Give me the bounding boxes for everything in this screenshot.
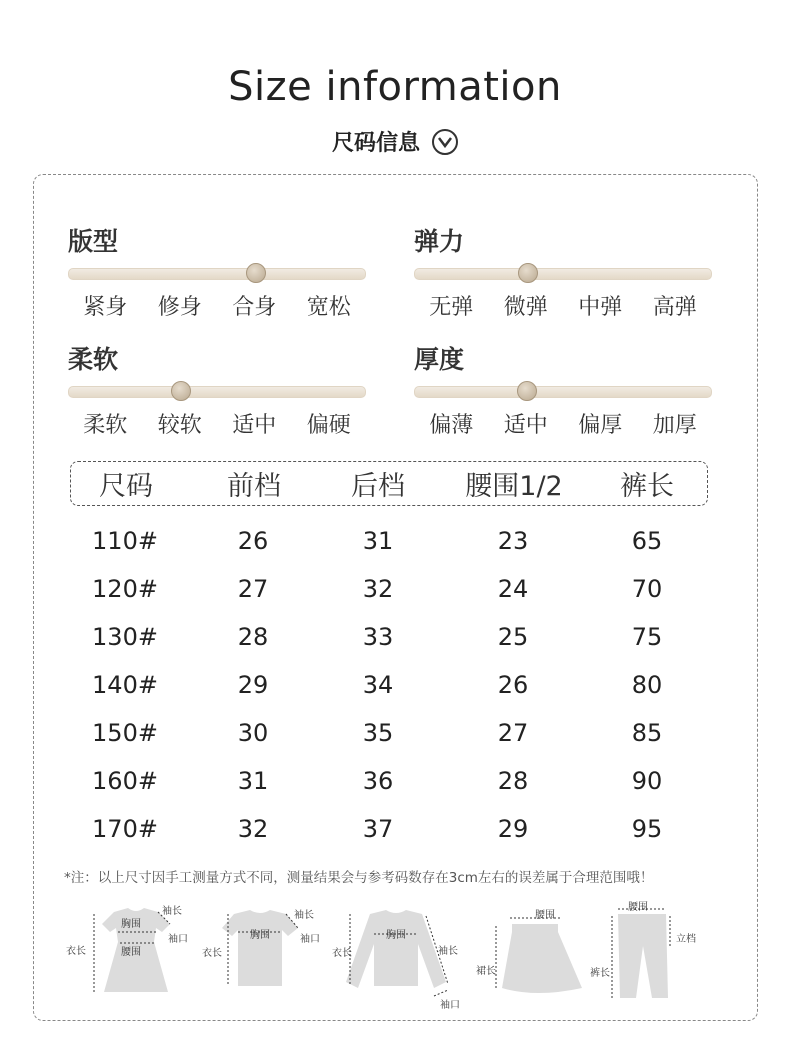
- attr-fit-option: 紧身: [83, 295, 128, 320]
- skirt-diagram: [474, 904, 590, 999]
- tshirt-length-label: 衣长: [202, 948, 222, 959]
- dress-length-label: 衣长: [66, 946, 86, 957]
- skirt-length-label: 裙长: [476, 966, 496, 977]
- table-row: [0, 575, 790, 623]
- row-back-rise-cell: 35: [362, 719, 394, 747]
- longsleeve-sleeve-label: 袖长: [438, 946, 458, 957]
- tshirt-diagram: [202, 902, 332, 992]
- table-row: [0, 719, 790, 767]
- longsleeve-length-label: 衣长: [332, 948, 352, 959]
- pants-rise-label: 立档: [676, 934, 696, 945]
- row-size-cell: 150#: [92, 719, 158, 747]
- attr-softness-option: 偏硬: [306, 413, 351, 438]
- skirt-waist-label: 腰围: [535, 910, 555, 921]
- attr-thickness-track: [414, 386, 712, 398]
- size-table-header: [70, 461, 708, 506]
- row-back-rise-cell: 33: [362, 623, 394, 651]
- header-size: 尺码: [99, 471, 153, 502]
- attr-elasticity: [414, 222, 712, 321]
- attr-softness-knob: [171, 381, 191, 401]
- row-back-rise-cell: 34: [362, 671, 394, 699]
- table-row: [0, 671, 790, 719]
- row-half-waist-cell: 24: [497, 575, 529, 603]
- attr-softness-option: 适中: [232, 413, 277, 438]
- attr-elasticity-option: 高弹: [652, 295, 697, 320]
- attr-softness-name: 柔软: [68, 345, 119, 374]
- row-size-cell: 130#: [92, 623, 158, 651]
- attr-fit-track: [68, 268, 366, 280]
- attr-elasticity-track: [414, 268, 712, 280]
- row-front-rise-cell: 26: [237, 527, 269, 555]
- table-row: [0, 767, 790, 815]
- row-size-cell: 140#: [92, 671, 158, 699]
- row-back-rise-cell: 32: [362, 575, 394, 603]
- attr-thickness-option: 偏厚: [578, 413, 623, 438]
- tshirt-sleeve-label: 袖长: [294, 910, 314, 921]
- row-front-rise-cell: 30: [237, 719, 269, 747]
- header-back-rise: 后档: [351, 471, 405, 502]
- tshirt-chest-label: 胸围: [250, 930, 270, 941]
- table-row: [0, 815, 790, 863]
- page-title: Size information: [228, 64, 562, 110]
- attr-elasticity-option: 中弹: [578, 295, 623, 320]
- table-row: [0, 623, 790, 671]
- row-half-waist-cell: 28: [497, 767, 529, 795]
- table-row: [0, 527, 790, 575]
- row-pants-length-cell: 85: [631, 719, 663, 747]
- header-front-rise: 前档: [227, 471, 281, 502]
- row-pants-length-cell: 90: [631, 767, 663, 795]
- tshirt-cuff-label: 袖口: [300, 934, 320, 945]
- pants-icon: [588, 898, 708, 1003]
- row-size-cell: 160#: [92, 767, 158, 795]
- attr-fit: [68, 222, 366, 321]
- row-pants-length-cell: 65: [631, 527, 663, 555]
- pants-diagram: [588, 898, 708, 1003]
- attr-thickness-option: 加厚: [652, 413, 697, 438]
- attr-thickness-name: 厚度: [414, 345, 465, 374]
- header-pants-length: 裤长: [620, 471, 674, 502]
- row-half-waist-cell: 25: [497, 623, 529, 651]
- dress-waist-label: 腰围: [121, 947, 141, 958]
- attr-elasticity-name: 弹力: [414, 227, 465, 256]
- attr-fit-option: 宽松: [306, 295, 351, 320]
- dress-sleeve-label: 袖长: [162, 906, 182, 917]
- attr-softness: [68, 340, 366, 439]
- row-back-rise-cell: 36: [362, 767, 394, 795]
- attr-fit-name: 版型: [68, 227, 119, 256]
- chevron-down-circle-icon: [432, 129, 458, 155]
- subtitle-text: 尺码信息: [331, 131, 420, 156]
- row-size-cell: 120#: [92, 575, 158, 603]
- dress-diagram: [66, 900, 206, 1000]
- attr-softness-option: 较软: [157, 413, 202, 438]
- attr-elasticity-option: 微弹: [503, 295, 548, 320]
- row-front-rise-cell: 29: [237, 671, 269, 699]
- attr-fit-knob: [246, 263, 266, 283]
- attr-thickness-option: 适中: [503, 413, 548, 438]
- section-subtitle: [0, 126, 790, 157]
- row-back-rise-cell: 31: [362, 527, 394, 555]
- row-pants-length-cell: 70: [631, 575, 663, 603]
- attr-elasticity-knob: [518, 263, 538, 283]
- row-half-waist-cell: 26: [497, 671, 529, 699]
- row-front-rise-cell: 32: [237, 815, 269, 843]
- row-front-rise-cell: 27: [237, 575, 269, 603]
- attr-fit-option: 合身: [232, 295, 277, 320]
- pants-waist-label: 腰围: [628, 902, 648, 913]
- longsleeve-diagram: [330, 904, 470, 1014]
- row-front-rise-cell: 28: [237, 623, 269, 651]
- attr-thickness-option: 偏薄: [429, 413, 474, 438]
- row-back-rise-cell: 37: [362, 815, 394, 843]
- row-front-rise-cell: 31: [237, 767, 269, 795]
- longsleeve-chest-label: 胸围: [386, 930, 406, 941]
- attr-thickness: [414, 340, 712, 439]
- row-half-waist-cell: 23: [497, 527, 529, 555]
- attr-fit-option: 修身: [157, 295, 202, 320]
- attr-softness-option: 柔软: [83, 413, 128, 438]
- row-half-waist-cell: 27: [497, 719, 529, 747]
- row-pants-length-cell: 80: [631, 671, 663, 699]
- attr-softness-track: [68, 386, 366, 398]
- row-pants-length-cell: 95: [631, 815, 663, 843]
- row-size-cell: 170#: [92, 815, 158, 843]
- row-pants-length-cell: 75: [631, 623, 663, 651]
- longsleeve-cuff-label: 袖口: [440, 1000, 460, 1011]
- dress-cuff-label: 袖口: [168, 934, 188, 945]
- dress-chest-label: 胸围: [121, 919, 141, 930]
- pants-length-label: 裤长: [590, 968, 610, 979]
- row-size-cell: 110#: [92, 527, 158, 555]
- header-half-waist: 腰围1/2: [465, 471, 563, 502]
- attr-thickness-knob: [517, 381, 537, 401]
- skirt-icon: [474, 904, 590, 999]
- attr-elasticity-option: 无弹: [429, 295, 474, 320]
- row-half-waist-cell: 29: [497, 815, 529, 843]
- measurement-note: *注：以上尺寸因手工测量方式不同，测量结果会与参考码数存在3cm左右的误差属于合理范围哦！: [64, 870, 654, 886]
